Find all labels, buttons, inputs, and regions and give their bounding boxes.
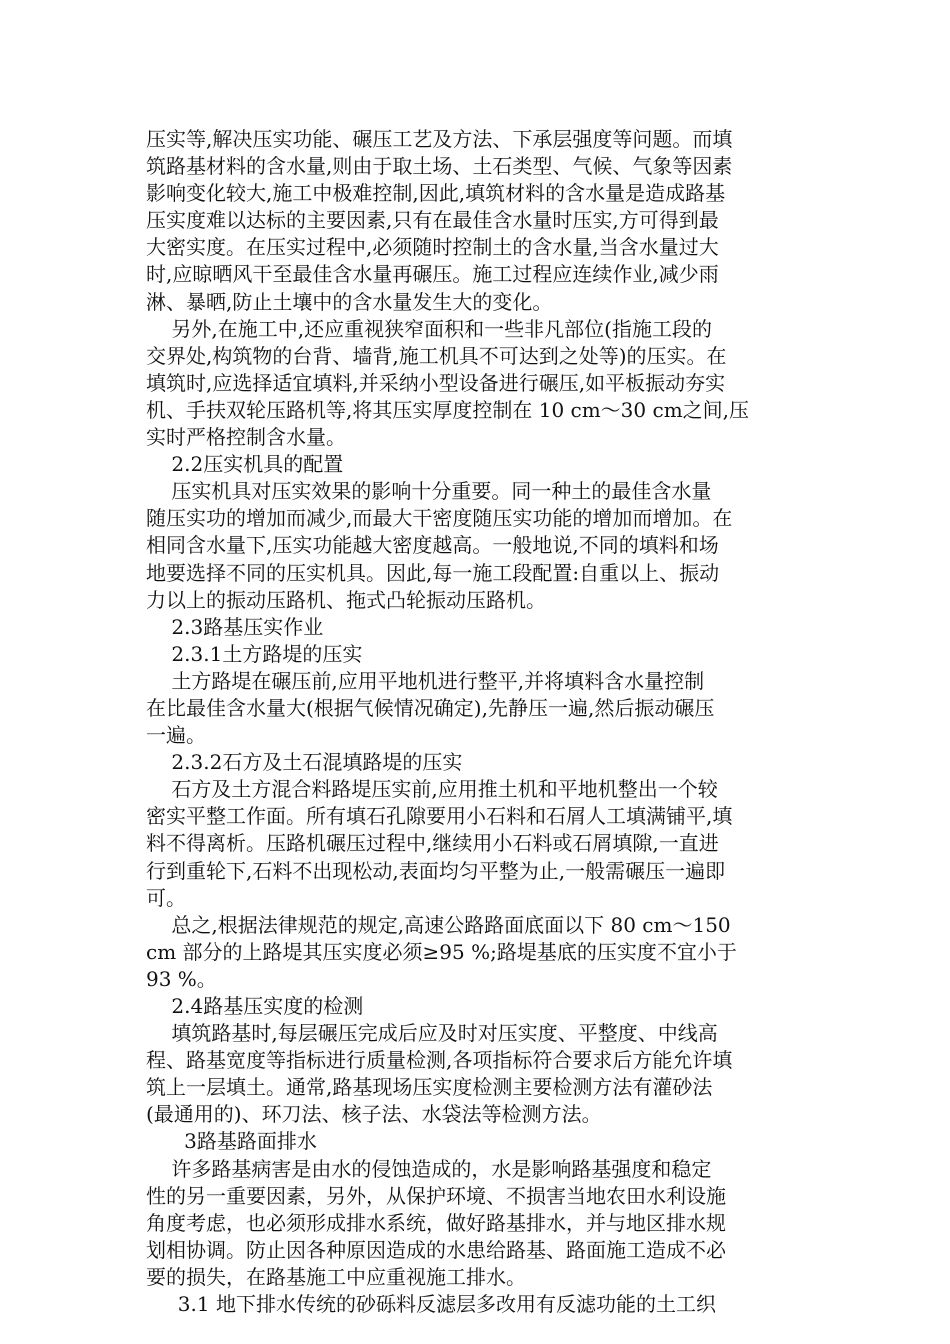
text-line: 土方路堤在碾压前,应用平地机进行整平,并将填料含水量控制 xyxy=(146,668,705,693)
text-line: 密实平整工作面。所有填石孔隙要用小石料和石屑人工填满铺平,填 xyxy=(146,804,733,829)
text-line: 交界处,构筑物的台背、墙背,施工机具不可达到之处等)的压实。在 xyxy=(146,343,727,368)
text-line: 大密实度。在压实过程中,必须随时控制土的含水量,当含水量过大 xyxy=(146,235,719,260)
text-line: 3路基路面排水 xyxy=(146,1129,317,1154)
text-line: 在比最佳含水量大(根据气候情况确定),先静压一遍,然后振动碾压 xyxy=(146,695,715,720)
text-line: 要的损失，在路基施工中应重视施工排水。 xyxy=(146,1264,526,1289)
text-line: 性的另一重要因素，另外，从保护环境、不损害当地农田水利设施 xyxy=(146,1183,726,1208)
text-line: 另外,在施工中,还应重视狭窄面积和一些非凡部位(指施工段的 xyxy=(146,316,712,341)
text-line: 划相协调。防止因各种原因造成的水患给路基、路面施工造成不必 xyxy=(146,1237,726,1262)
text-line: 筑上一层填土。通常,路基现场压实度检测主要检测方法有灌砂法 xyxy=(146,1075,713,1100)
text-line: cm 部分的上路堤其压实度必须≥95 %;路堤基底的压实度不宜小于 xyxy=(146,939,737,964)
text-line: 填筑路基时,每层碾压完成后应及时对压实度、平整度、中线高 xyxy=(146,1021,718,1046)
text-line: 地要选择不同的压实机具。因此,每一施工段配置:自重以上、振动 xyxy=(146,560,720,585)
text-line: 总之,根据法律规范的规定,高速公路路面底面以下 80 cm～150 xyxy=(146,912,731,937)
text-line: 压实等,解决压实功能、碾压工艺及方法、下承层强度等问题。而填 xyxy=(146,127,733,151)
text-line: 93 %。 xyxy=(146,966,217,991)
text-line: 程、路基宽度等指标进行质量检测,各项指标符合要求后方能允许填 xyxy=(146,1048,733,1073)
text-line: 角度考虑，也必须形成排水系统，做好路基排水，并与地区排水规 xyxy=(146,1210,726,1235)
text-line: 石方及土方混合料路堤压实前,应用推土机和平地机整出一个较 xyxy=(146,777,718,802)
text-line: 2.4路基压实度的检测 xyxy=(146,994,364,1018)
text-line: 2.2压实机具的配置 xyxy=(146,452,344,477)
text-line: 力以上的振动压路机、拖式凸轮振动压路机。 xyxy=(146,587,546,612)
text-line: 实时严格控制含水量。 xyxy=(146,425,346,450)
text-line: 机、手扶双轮压路机等,将其压实厚度控制在 10 cm～30 cm之间,压 xyxy=(146,397,750,422)
text-line: 相同含水量下,压实功能越大密度越高。一般地说,不同的填料和场 xyxy=(146,533,719,558)
body-text xyxy=(146,126,806,1318)
text-line: 行到重轮下,石料不出现松动,表面均匀平整为止,一般需碾压一遍即 xyxy=(146,858,726,883)
text-line: 筑路基材料的含水量,则由于取土场、土石类型、气候、气象等因素 xyxy=(146,154,733,179)
text-line: 随压实功的增加而减少,而最大干密度随压实功能的增加而增加。在 xyxy=(146,506,733,531)
text-line: (最通用的)、环刀法、核子法、水袋法等检测方法。 xyxy=(146,1102,602,1127)
text-line: 压实机具对压实效果的影响十分重要。同一种土的最佳含水量 xyxy=(146,479,712,504)
text-line: 影响变化较大,施工中极难控制,因此,填筑材料的含水量是造成路基 xyxy=(146,181,726,206)
text-line: 2.3.2石方及土石混填路堤的压实 xyxy=(146,750,463,775)
text-line: 可。 xyxy=(146,885,186,910)
text-line: 2.3.1土方路堤的压实 xyxy=(146,641,363,666)
text-line: 压实度难以达标的主要因素,只有在最佳含水量时压实,方可得到最 xyxy=(146,208,719,233)
text-line: 3.1 地下排水传统的砂砾料反滤层多改用有反滤功能的土工织 xyxy=(146,1292,716,1317)
text-line: 许多路基病害是由水的侵蚀造成的，水是影响路基强度和稳定 xyxy=(146,1156,712,1181)
text-line: 淋、暴晒,防止土壤中的含水量发生大的变化。 xyxy=(146,289,553,314)
text-line: 时,应晾晒风干至最佳含水量再碾压。施工过程应连续作业,减少雨 xyxy=(146,262,719,287)
text-line: 填筑时,应选择适宜填料,并采纳小型设备进行碾压,如平板振动夯实 xyxy=(146,370,726,395)
text-line: 2.3路基压实作业 xyxy=(146,614,324,639)
text-line: 一遍。 xyxy=(146,723,206,748)
text-line: 料不得离析。压路机碾压过程中,继续用小石料或石屑填隙,一直进 xyxy=(146,831,719,856)
